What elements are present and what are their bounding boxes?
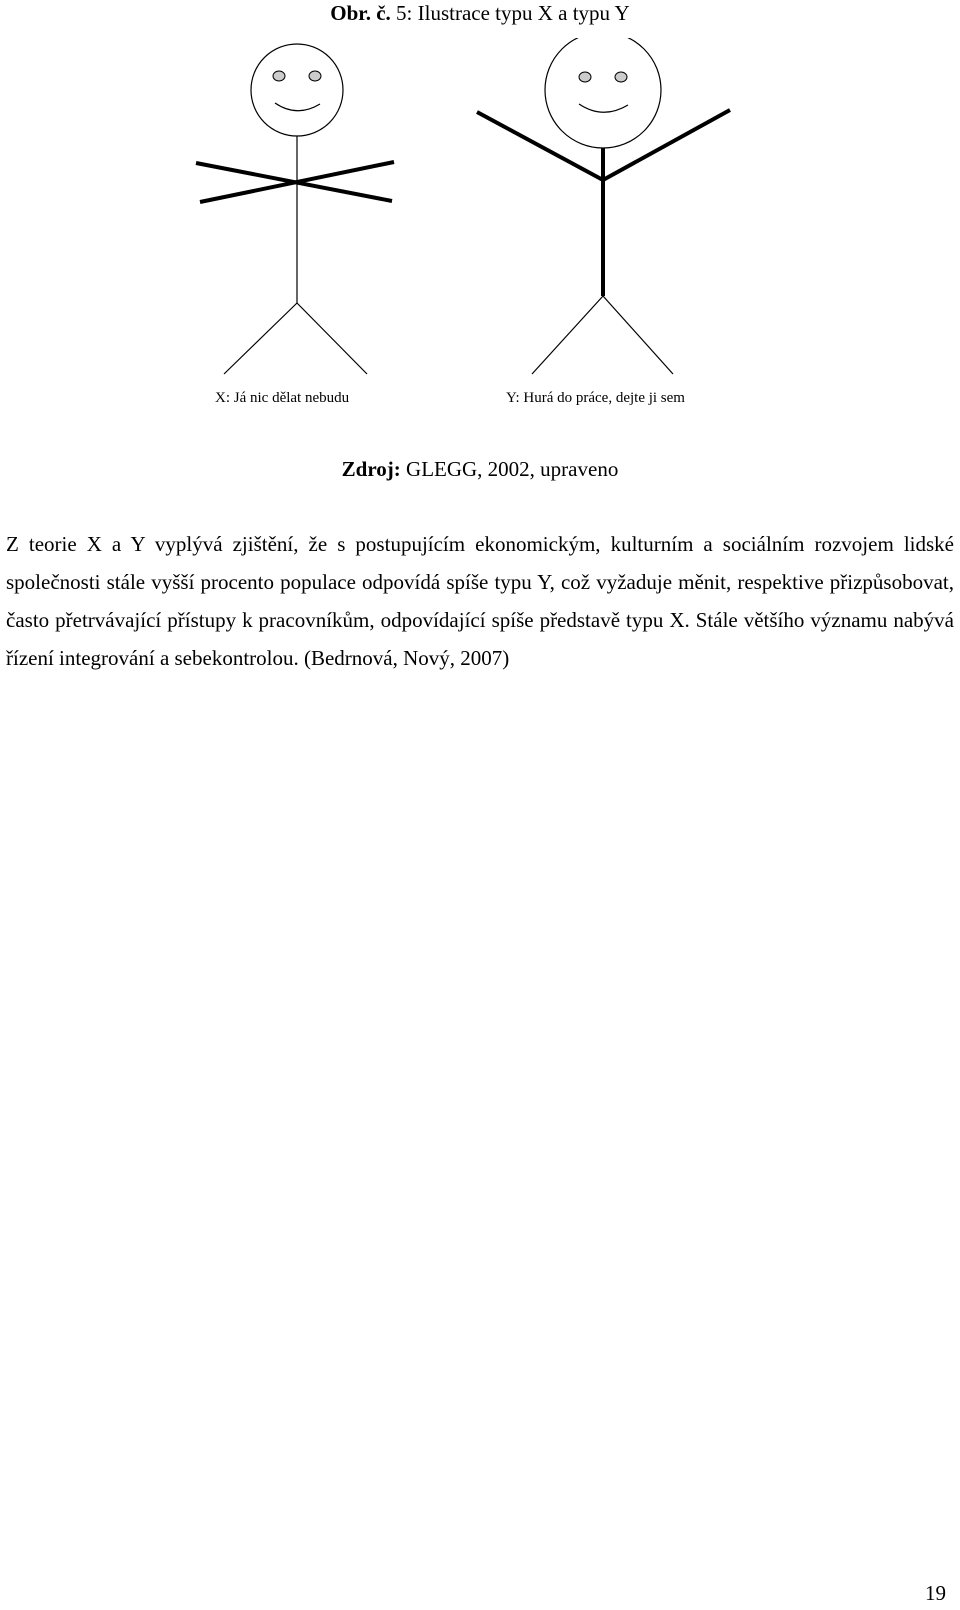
source-text: GLEGG, 2002, upraveno — [400, 457, 619, 481]
page-number: 19 — [925, 1581, 946, 1605]
figure-x-mouth — [275, 103, 320, 111]
figure-x-right-eye — [309, 71, 321, 81]
figure-x-left-eye — [273, 71, 285, 81]
figure-x-label: X: Já nic dělat nebudu — [215, 390, 350, 406]
figure-x-right-leg — [297, 303, 367, 374]
figure-y-label: Y: Hurá do práce, dejte ji sem — [506, 390, 685, 406]
source-prefix: Zdroj: — [341, 457, 401, 481]
figure-source — [0, 456, 960, 482]
figure-y-left-eye — [579, 72, 591, 82]
body-paragraph: Z teorie X a Y vyplývá zjištění, že s postupujícím ekonomickým, kulturním a sociálním rozvojem lidské společnosti stále vyšší procento populace odpovídá spíše typu Y, což vyžaduje měnit, respektive přizpůsobovat, často přetrvávající přístupy k pracovníkům, odpovídající spíše představě typu X. Stále většího významu nabývá řízení integrování a sebekontrolou. (Bedrnová, Nový, 2007) — [6, 532, 954, 670]
figure-y-left-leg — [532, 296, 603, 374]
figure-x — [196, 44, 394, 374]
figure-x-head — [251, 44, 343, 136]
figure-y — [477, 38, 730, 374]
figure-caption — [0, 0, 960, 26]
figure-y-left-arm — [477, 112, 603, 180]
caption-prefix: Obr. č. — [330, 1, 391, 25]
figure-x-left-leg — [224, 303, 297, 374]
figure-y-right-leg — [603, 296, 673, 374]
stick-figure-illustration — [190, 38, 790, 423]
caption-text: 5: Ilustrace typu X a typu Y — [390, 1, 630, 25]
figure-y-head — [545, 38, 661, 148]
figure-y-right-eye — [615, 72, 627, 82]
figure-y-mouth — [579, 104, 628, 112]
